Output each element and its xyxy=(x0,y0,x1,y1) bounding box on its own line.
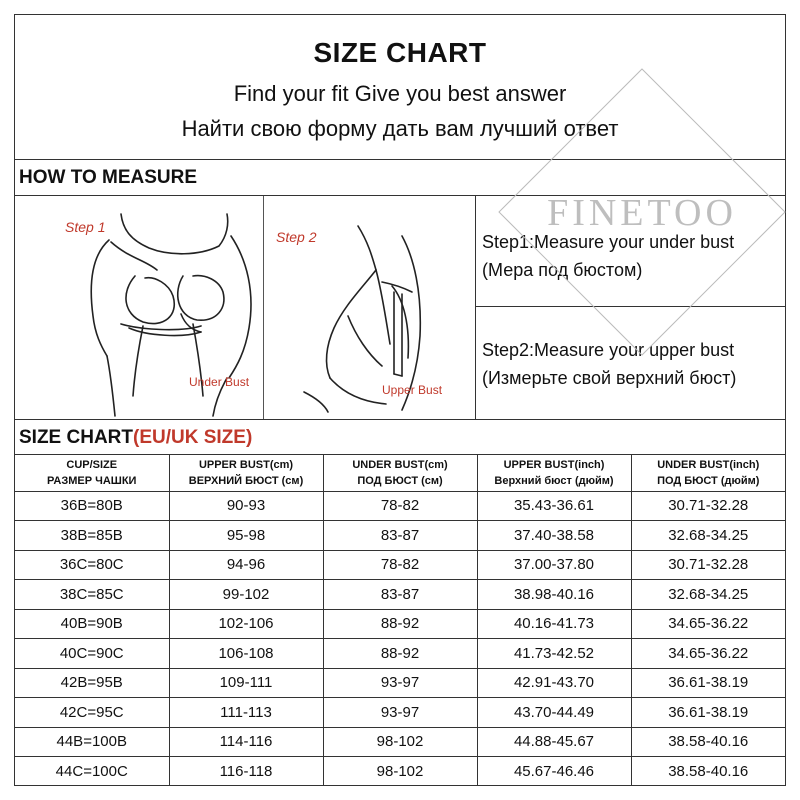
table-cell: 44C=100C xyxy=(15,757,169,787)
table-cell: 34.65-36.22 xyxy=(631,609,785,639)
table-cell: 34.65-36.22 xyxy=(631,639,785,669)
table-cell: 32.68-34.25 xyxy=(631,521,785,551)
table-cell: 90-93 xyxy=(169,491,323,521)
table-row xyxy=(15,727,785,757)
step2-instructions xyxy=(476,308,786,419)
column-header-english: CUP/SIZE xyxy=(66,458,118,471)
column-header-russian: ПОД БЮСТ (дюйм) xyxy=(657,474,760,487)
column-header xyxy=(169,455,323,491)
upper-bust-caption: Upper Bust xyxy=(382,383,443,397)
table-row xyxy=(15,639,785,669)
measure-section xyxy=(15,196,785,419)
table-cell: 44B=100B xyxy=(15,727,169,757)
column-header-russian: ВЕРХНИЙ БЮСТ (см) xyxy=(188,474,304,487)
under-bust-sketch xyxy=(51,196,261,419)
table-cell: 114-116 xyxy=(169,727,323,757)
table-cell: 45.67-46.46 xyxy=(477,757,631,787)
table-cell: 42.91-43.70 xyxy=(477,668,631,698)
watermark-text: FINETOO xyxy=(547,192,737,234)
table-cell: 88-92 xyxy=(323,609,477,639)
steps-panel xyxy=(475,196,785,419)
table-cell: 99-102 xyxy=(169,580,323,610)
column-header xyxy=(15,455,169,491)
table-cell: 38B=85B xyxy=(15,521,169,551)
step2-english: Step2:Measure your upper bust xyxy=(482,340,735,360)
table-cell: 78-82 xyxy=(323,491,477,521)
column-header-english: UNDER BUST(inch) xyxy=(657,458,760,471)
table-cell: 40.16-41.73 xyxy=(477,609,631,639)
table-cell: 95-98 xyxy=(169,521,323,551)
table-cell: 106-108 xyxy=(169,639,323,669)
table-cell: 38.98-40.16 xyxy=(477,580,631,610)
column-header xyxy=(477,455,631,491)
table-cell: 94-96 xyxy=(169,550,323,580)
table-row xyxy=(15,757,785,787)
column-header-english: UPPER BUST(cm) xyxy=(198,458,294,471)
table-row xyxy=(15,580,785,610)
size-chart-heading-main: SIZE CHART xyxy=(19,427,133,448)
size-chart-frame xyxy=(14,14,786,786)
table-cell: 83-87 xyxy=(323,521,477,551)
table-row xyxy=(15,550,785,580)
page-title: SIZE CHART xyxy=(313,37,487,68)
column-header-russian: РАЗМЕР ЧАШКИ xyxy=(47,474,137,487)
table-cell: 88-92 xyxy=(323,639,477,669)
step1-english: Step1:Measure your under bust xyxy=(482,232,735,252)
step2-russian: (Измерьте свой верхний бюст) xyxy=(482,368,737,388)
table-cell: 38.58-40.16 xyxy=(631,757,785,787)
table-cell: 98-102 xyxy=(323,757,477,787)
table-cell: 37.40-38.58 xyxy=(477,521,631,551)
table-cell: 98-102 xyxy=(323,727,477,757)
table-cell: 116-118 xyxy=(169,757,323,787)
table-cell: 78-82 xyxy=(323,550,477,580)
subtitle-english: Find your fit Give you best answer xyxy=(233,81,567,106)
table-cell: 30.71-32.28 xyxy=(631,550,785,580)
table-header-row xyxy=(15,455,785,491)
table-cell: 93-97 xyxy=(323,668,477,698)
table-cell: 35.43-36.61 xyxy=(477,491,631,521)
header xyxy=(15,15,785,160)
table-cell: 36C=80C xyxy=(15,550,169,580)
table-cell: 109-111 xyxy=(169,668,323,698)
subtitle-russian: Найти свою форму дать вам лучший ответ xyxy=(181,116,619,141)
table-cell: 38C=85C xyxy=(15,580,169,610)
table-cell: 32.68-34.25 xyxy=(631,580,785,610)
table-row xyxy=(15,491,785,521)
step1-instructions xyxy=(476,196,786,307)
under-bust-illustration xyxy=(51,196,261,419)
table-cell: 42B=95B xyxy=(15,668,169,698)
table-cell: 93-97 xyxy=(323,698,477,728)
table-row xyxy=(15,521,785,551)
table-cell: 40C=90C xyxy=(15,639,169,669)
how-to-measure-heading: HOW TO MEASURE xyxy=(15,160,785,196)
column-header-russian: Верхний бюст (дюйм) xyxy=(494,474,614,487)
column-header xyxy=(631,455,785,491)
table-cell: 36.61-38.19 xyxy=(631,668,785,698)
step2-image-label: Step 2 xyxy=(276,229,317,245)
size-chart-heading xyxy=(15,419,785,455)
table-cell: 102-106 xyxy=(169,609,323,639)
table-cell: 43.70-44.49 xyxy=(477,698,631,728)
table-row xyxy=(15,668,785,698)
upper-bust-illustration xyxy=(263,196,475,419)
table-cell: 83-87 xyxy=(323,580,477,610)
table-row xyxy=(15,609,785,639)
table-cell: 40B=90B xyxy=(15,609,169,639)
column-header-english: UNDER BUST(cm) xyxy=(352,458,448,471)
table-cell: 38.58-40.16 xyxy=(631,727,785,757)
size-chart-heading-accent: (EU/UK SIZE) xyxy=(133,427,253,448)
step1-image-label: Step 1 xyxy=(65,219,106,235)
column-header xyxy=(323,455,477,491)
size-table xyxy=(15,455,785,786)
column-header-english: UPPER BUST(inch) xyxy=(503,458,605,471)
table-row xyxy=(15,698,785,728)
table-cell: 111-113 xyxy=(169,698,323,728)
step1-russian: (Мера под бюстом) xyxy=(482,260,643,280)
upper-bust-sketch xyxy=(264,196,476,419)
table-cell: 37.00-37.80 xyxy=(477,550,631,580)
table-cell: 44.88-45.67 xyxy=(477,727,631,757)
table-cell: 41.73-42.52 xyxy=(477,639,631,669)
table-cell: 42C=95C xyxy=(15,698,169,728)
table-cell: 36.61-38.19 xyxy=(631,698,785,728)
under-bust-caption: Under Bust xyxy=(189,375,250,389)
table-cell: 30.71-32.28 xyxy=(631,491,785,521)
column-header-russian: ПОД БЮСТ (см) xyxy=(357,474,443,487)
table-cell: 36B=80B xyxy=(15,491,169,521)
